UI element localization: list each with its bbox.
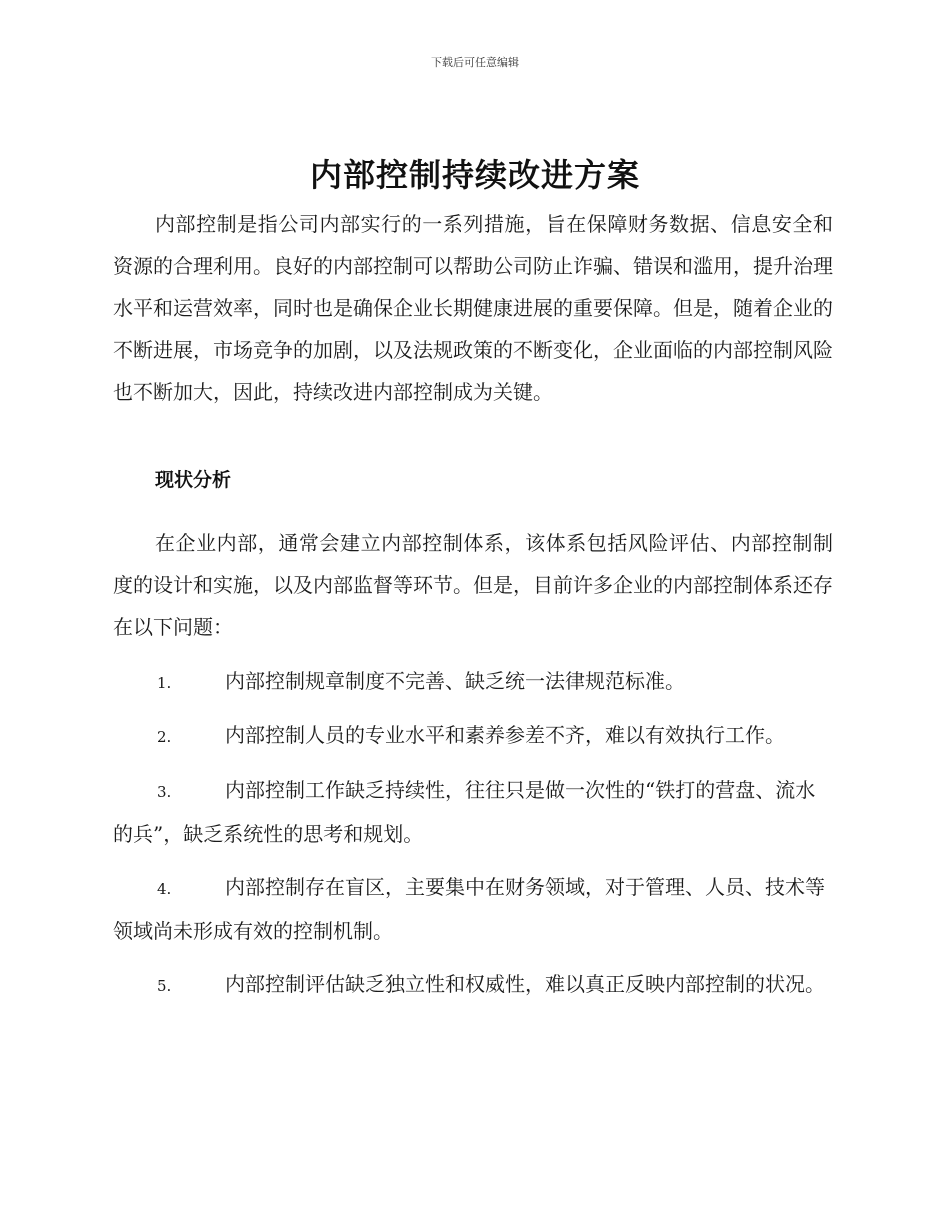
- list-item: [113, 769, 833, 855]
- header-note: 下载后可任意编辑: [431, 56, 519, 69]
- list-item-text: 内部控制存在盲区，主要集中在财务领域，对于管理、人员、技术等领域尚未形成有效的控制机制。: [113, 875, 825, 943]
- list-item-text: 内部控制人员的专业水平和素养参差不齐，难以有效执行工作。: [225, 723, 785, 747]
- list-item-text: 内部控制评估缺乏独立性和权威性，难以真正反映内部控制的状况。: [225, 972, 825, 996]
- list-item-text: 内部控制工作缺乏持续性，往往只是做一次性的“铁打的营盘、流水的兵”，缺乏系统性的思考和规划。: [113, 778, 816, 846]
- list-item-number: 3.: [157, 783, 172, 801]
- list-item-number: 5.: [157, 977, 172, 995]
- list-item-number: 4.: [157, 880, 172, 898]
- section-heading: 现状分析: [155, 469, 232, 491]
- document-title: 内部控制持续改进方案: [309, 156, 640, 194]
- list-item: [113, 714, 833, 758]
- list-item-number: 1.: [157, 674, 172, 692]
- list-item-text: 内部控制规章制度不完善、缺乏统一法律规范标准。: [225, 669, 685, 693]
- list-item: [113, 660, 833, 704]
- section-paragraph: 在企业内部，通常会建立内部控制体系，该体系包括风险评估、内部控制制度的设计和实施，以及内部监督等环节。但是，目前许多企业的内部控制体系还存在以下问题：: [113, 531, 833, 639]
- list-item-number: 2.: [157, 728, 172, 746]
- list-item: [113, 866, 833, 952]
- intro-paragraph: 内部控制是指公司内部实行的一系列措施，旨在保障财务数据、信息安全和资源的合理利用。良好的内部控制可以帮助公司防止诈骗、错误和滥用，提升治理水平和运营效率，同时也是确保企业长期健康进展的重要保障。但是，随着企业的不断进展，市场竞争的加剧，以及法规政策的不断变化，企业面临的内部控制风险也不断加大，因此，持续改进内部控制成为关键。: [113, 212, 833, 404]
- list-item: [113, 963, 833, 1007]
